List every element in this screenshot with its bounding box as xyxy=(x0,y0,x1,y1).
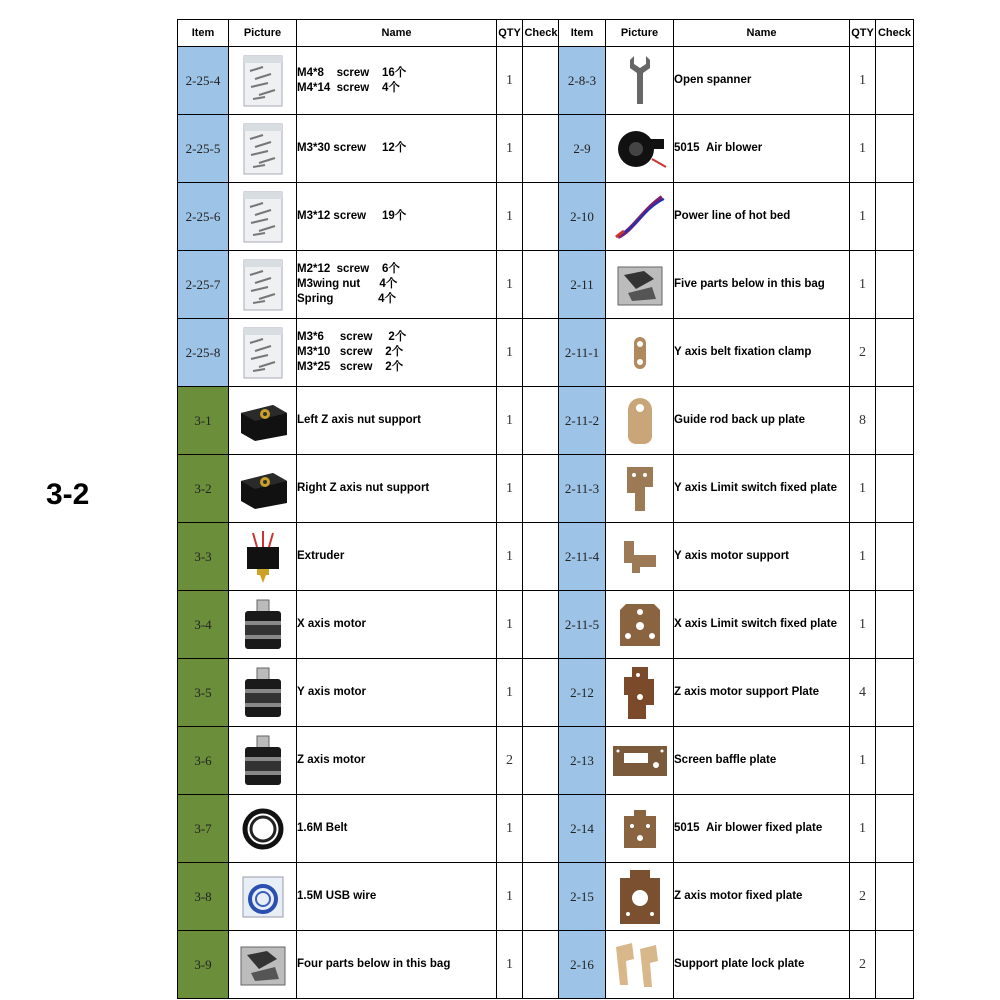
table-row xyxy=(178,659,560,727)
part-name xyxy=(674,251,850,319)
part-name xyxy=(297,659,497,727)
header-name: Name xyxy=(674,20,850,47)
table-row xyxy=(178,183,560,251)
right-parts-table xyxy=(558,19,914,999)
part-name-line: M3*6 screw 2个 xyxy=(297,331,407,343)
part-qty: 1 xyxy=(850,251,876,319)
part-picture xyxy=(606,183,674,251)
part-name xyxy=(297,183,497,251)
part-qty: 4 xyxy=(850,659,876,727)
part-qty: 1 xyxy=(497,591,523,659)
table-row xyxy=(559,795,914,863)
extruder-icon xyxy=(229,529,296,585)
part-name-line: Z axis motor fixed plate xyxy=(674,890,803,902)
part-qty: 1 xyxy=(497,387,523,455)
check-cell[interactable] xyxy=(523,455,560,523)
header-check: Check xyxy=(876,20,914,47)
part-picture xyxy=(229,795,297,863)
part-picture xyxy=(606,523,674,591)
blower-plate-icon xyxy=(606,806,673,852)
part-picture xyxy=(606,863,674,931)
part-name xyxy=(297,591,497,659)
item-number: 2-25-7 xyxy=(178,251,229,319)
table-row xyxy=(178,523,560,591)
check-cell[interactable] xyxy=(523,863,560,931)
part-qty: 1 xyxy=(497,47,523,115)
item-number: 2-10 xyxy=(559,183,606,251)
table-row xyxy=(178,727,560,795)
part-name-line: M3*12 screw 19个 xyxy=(297,210,407,222)
check-cell[interactable] xyxy=(523,251,560,319)
item-number: 2-13 xyxy=(559,727,606,795)
check-cell[interactable] xyxy=(523,591,560,659)
belt-icon xyxy=(229,805,296,853)
item-number: 2-25-5 xyxy=(178,115,229,183)
part-name xyxy=(297,727,497,795)
screw-bag-icon xyxy=(229,257,296,313)
table-row xyxy=(178,795,560,863)
part-qty: 1 xyxy=(497,115,523,183)
lock-plate-icon xyxy=(606,939,673,991)
part-qty: 1 xyxy=(850,727,876,795)
part-name xyxy=(674,931,850,999)
part-name xyxy=(674,319,850,387)
check-cell[interactable] xyxy=(876,591,914,659)
part-qty: 1 xyxy=(497,523,523,591)
check-cell[interactable] xyxy=(876,863,914,931)
item-number: 3-4 xyxy=(178,591,229,659)
section-label: 3-2 xyxy=(46,478,90,511)
check-cell[interactable] xyxy=(876,455,914,523)
part-name xyxy=(297,387,497,455)
part-name xyxy=(297,523,497,591)
part-name xyxy=(674,47,850,115)
part-name-line: 1.5M USB wire xyxy=(297,890,377,902)
part-name-line: Extruder xyxy=(297,550,345,562)
left-parts-table xyxy=(177,19,560,999)
part-qty: 1 xyxy=(850,795,876,863)
part-name-line: Screen baffle plate xyxy=(674,754,777,766)
part-picture xyxy=(606,931,674,999)
table-row xyxy=(178,863,560,931)
baffle-plate-icon xyxy=(606,741,673,781)
table-row xyxy=(178,455,560,523)
table-row xyxy=(559,251,914,319)
item-number: 2-16 xyxy=(559,931,606,999)
check-cell[interactable] xyxy=(523,183,560,251)
item-number: 2-15 xyxy=(559,863,606,931)
part-name-line: M3*10 screw 2个 xyxy=(297,346,404,358)
part-name-line: Z axis motor support Plate xyxy=(674,686,820,698)
screw-bag-icon xyxy=(229,53,296,109)
header-picture: Picture xyxy=(229,20,297,47)
limit-plate-icon xyxy=(606,463,673,515)
table-row xyxy=(178,115,560,183)
check-cell[interactable] xyxy=(523,659,560,727)
part-picture xyxy=(229,863,297,931)
item-number: 2-11-4 xyxy=(559,523,606,591)
part-picture xyxy=(229,387,297,455)
header-row xyxy=(559,20,914,47)
part-name-line: 5015 Air blower fixed plate xyxy=(674,822,823,834)
part-name-line: Support plate lock plate xyxy=(674,958,805,970)
part-picture xyxy=(606,659,674,727)
check-cell[interactable] xyxy=(523,387,560,455)
item-number: 3-2 xyxy=(178,455,229,523)
usb-wire-icon xyxy=(229,873,296,921)
table-row xyxy=(559,591,914,659)
item-number: 3-8 xyxy=(178,863,229,931)
part-qty: 1 xyxy=(850,115,876,183)
check-cell[interactable] xyxy=(876,115,914,183)
part-name-line: X axis Limit switch fixed plate xyxy=(674,618,837,630)
check-cell[interactable] xyxy=(876,727,914,795)
table-row xyxy=(178,387,560,455)
part-name xyxy=(674,523,850,591)
part-picture xyxy=(606,319,674,387)
table-row xyxy=(178,251,560,319)
check-cell[interactable] xyxy=(876,319,914,387)
screw-bag-icon xyxy=(229,325,296,381)
check-cell[interactable] xyxy=(523,795,560,863)
item-number: 2-25-8 xyxy=(178,319,229,387)
part-name xyxy=(297,455,497,523)
header-item: Item xyxy=(559,20,606,47)
header-picture: Picture xyxy=(606,20,674,47)
table-row xyxy=(559,659,914,727)
part-name-line: Spring 4个 xyxy=(297,293,397,305)
part-picture xyxy=(606,795,674,863)
check-cell[interactable] xyxy=(876,795,914,863)
parts-bag-icon xyxy=(606,259,673,311)
part-name-line: M4*8 screw 16个 xyxy=(297,66,407,79)
table-row xyxy=(559,183,914,251)
check-cell[interactable] xyxy=(523,319,560,387)
parts-bag-icon xyxy=(229,939,296,991)
item-number: 2-8-3 xyxy=(559,47,606,115)
part-name-line: Five parts below in this bag xyxy=(674,278,825,290)
header-item: Item xyxy=(178,20,229,47)
table-row xyxy=(559,387,914,455)
part-name-line: Z axis motor xyxy=(297,754,366,766)
part-qty: 1 xyxy=(850,47,876,115)
part-name xyxy=(297,931,497,999)
part-name-line: Y axis Limit switch fixed plate xyxy=(674,482,837,494)
check-cell[interactable] xyxy=(523,115,560,183)
table-row xyxy=(559,47,914,115)
item-number: 2-25-6 xyxy=(178,183,229,251)
part-qty: 1 xyxy=(497,659,523,727)
part-name xyxy=(674,115,850,183)
spanner-icon xyxy=(606,54,673,108)
item-number: 2-9 xyxy=(559,115,606,183)
part-qty: 1 xyxy=(850,591,876,659)
part-name-line: Y axis motor support xyxy=(674,550,790,562)
power-line-icon xyxy=(606,191,673,243)
z-motor-plate-icon xyxy=(606,665,673,721)
part-picture xyxy=(229,591,297,659)
part-picture xyxy=(606,727,674,795)
part-name-line: 1.6M Belt xyxy=(297,822,348,834)
part-name xyxy=(674,727,850,795)
screw-bag-icon xyxy=(229,189,296,245)
check-cell[interactable] xyxy=(876,47,914,115)
check-cell[interactable] xyxy=(523,47,560,115)
item-number: 2-11-2 xyxy=(559,387,606,455)
part-name-line: X axis motor xyxy=(297,618,367,630)
part-picture xyxy=(229,931,297,999)
part-name xyxy=(297,319,497,387)
item-number: 2-11-5 xyxy=(559,591,606,659)
part-name-line: Right Z axis nut support xyxy=(297,482,430,494)
part-name xyxy=(674,183,850,251)
part-picture xyxy=(229,115,297,183)
check-cell[interactable] xyxy=(876,183,914,251)
part-name-line: 5015 Air blower xyxy=(674,142,763,154)
item-number: 2-11-1 xyxy=(559,319,606,387)
part-picture xyxy=(229,251,297,319)
part-picture xyxy=(229,659,297,727)
part-qty: 1 xyxy=(497,795,523,863)
part-name xyxy=(297,795,497,863)
part-qty: 8 xyxy=(850,387,876,455)
part-picture xyxy=(229,47,297,115)
part-name-line: Guide rod back up plate xyxy=(674,414,805,426)
table-row xyxy=(559,863,914,931)
motor-icon xyxy=(229,733,296,789)
table-row xyxy=(559,523,914,591)
header-name: Name xyxy=(297,20,497,47)
part-name-line: M4*14 screw 4个 xyxy=(297,81,400,94)
part-picture xyxy=(229,455,297,523)
part-picture xyxy=(606,47,674,115)
check-cell[interactable] xyxy=(876,251,914,319)
part-name-line: Four parts below in this bag xyxy=(297,958,451,970)
part-picture xyxy=(606,455,674,523)
table-row xyxy=(178,47,560,115)
part-name-line: Power line of hot bed xyxy=(674,210,791,222)
check-cell[interactable] xyxy=(876,659,914,727)
table-row xyxy=(178,591,560,659)
header-row xyxy=(178,20,560,47)
part-qty: 2 xyxy=(850,863,876,931)
check-cell[interactable] xyxy=(523,931,560,999)
item-number: 2-11 xyxy=(559,251,606,319)
table-row xyxy=(559,931,914,999)
item-number: 3-7 xyxy=(178,795,229,863)
part-name xyxy=(297,115,497,183)
table-row xyxy=(559,319,914,387)
part-picture xyxy=(606,251,674,319)
part-name xyxy=(674,387,850,455)
part-name xyxy=(297,863,497,931)
z-fixed-plate-icon xyxy=(606,868,673,926)
part-picture xyxy=(606,591,674,659)
part-qty: 1 xyxy=(497,319,523,387)
item-number: 2-25-4 xyxy=(178,47,229,115)
header-qty: QTY xyxy=(497,20,523,47)
part-qty: 1 xyxy=(850,455,876,523)
part-qty: 1 xyxy=(850,523,876,591)
check-cell[interactable] xyxy=(876,523,914,591)
part-picture xyxy=(606,387,674,455)
part-picture xyxy=(229,523,297,591)
item-number: 3-3 xyxy=(178,523,229,591)
item-number: 2-14 xyxy=(559,795,606,863)
nut-support-icon xyxy=(229,399,296,443)
check-cell[interactable] xyxy=(523,727,560,795)
part-name-line: M3*30 screw 12个 xyxy=(297,142,407,154)
item-number: 3-1 xyxy=(178,387,229,455)
part-qty: 1 xyxy=(497,251,523,319)
item-number: 3-5 xyxy=(178,659,229,727)
header-qty: QTY xyxy=(850,20,876,47)
backup-plate-icon xyxy=(606,396,673,446)
screw-bag-icon xyxy=(229,121,296,177)
part-name-line: Left Z axis nut support xyxy=(297,414,421,426)
part-name-line: M3*25 screw 2个 xyxy=(297,361,404,373)
check-cell[interactable] xyxy=(876,931,914,999)
part-picture xyxy=(229,319,297,387)
part-name xyxy=(674,591,850,659)
table-row xyxy=(178,319,560,387)
part-name-line: Y axis belt fixation clamp xyxy=(674,346,812,358)
check-cell[interactable] xyxy=(523,523,560,591)
table-row xyxy=(559,727,914,795)
part-name xyxy=(674,659,850,727)
item-number: 3-9 xyxy=(178,931,229,999)
nut-support-icon xyxy=(229,467,296,511)
part-name xyxy=(297,251,497,319)
part-name xyxy=(674,455,850,523)
item-number: 3-6 xyxy=(178,727,229,795)
part-qty: 1 xyxy=(850,183,876,251)
part-name-line: Open spanner xyxy=(674,74,752,86)
part-picture xyxy=(229,727,297,795)
part-name xyxy=(674,795,850,863)
part-name-line: M2*12 screw 6个 xyxy=(297,263,400,275)
part-picture xyxy=(229,183,297,251)
table-row xyxy=(559,115,914,183)
part-qty: 2 xyxy=(850,319,876,387)
header-check: Check xyxy=(523,20,560,47)
part-qty: 2 xyxy=(850,931,876,999)
part-name-line: M3wing nut 4个 xyxy=(297,278,398,290)
part-qty: 1 xyxy=(497,863,523,931)
check-cell[interactable] xyxy=(876,387,914,455)
part-picture xyxy=(606,115,674,183)
part-qty: 1 xyxy=(497,183,523,251)
part-qty: 2 xyxy=(497,727,523,795)
part-qty: 1 xyxy=(497,931,523,999)
motor-icon xyxy=(229,665,296,721)
motor-support-icon xyxy=(606,537,673,577)
table-row xyxy=(559,455,914,523)
part-name xyxy=(297,47,497,115)
part-name xyxy=(674,863,850,931)
square-plate-icon xyxy=(606,600,673,650)
part-name-line: Y axis motor xyxy=(297,686,367,698)
item-number: 2-12 xyxy=(559,659,606,727)
item-number: 2-11-3 xyxy=(559,455,606,523)
air-blower-icon xyxy=(606,125,673,173)
part-qty: 1 xyxy=(497,455,523,523)
clamp-icon xyxy=(606,335,673,371)
motor-icon xyxy=(229,597,296,653)
table-row xyxy=(178,931,560,999)
